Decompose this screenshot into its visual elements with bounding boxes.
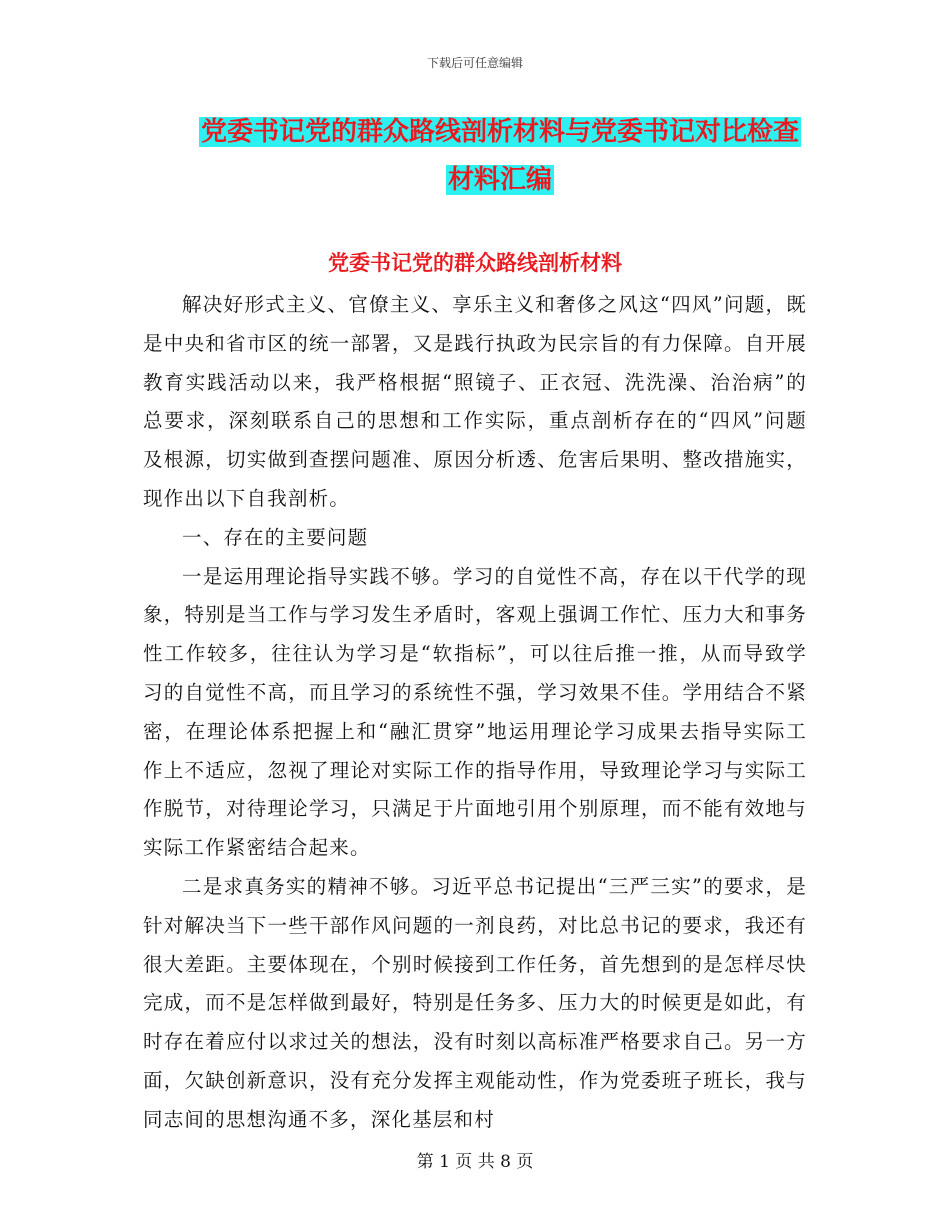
paragraph: 二是求真务实的精神不够。习近平总书记提出“三严三实”的要求，是针对解决当下一些干部作风问题的一剂良药，对比总书记的要求，我还有很大差距。主要体现在，个别时候接到工作任务，首先想到的是怎样尽快完成，而不是怎样做到最好，特别是任务多、压力大的时候更是如此，有时存在着应付以求过关的想法，没有时刻以高标准严格要求自己。另一方面，欠缺创新意识，没有充分发挥主观能动性，作为党委班子班长，我与同志间的思想沟通不多，深化基层和村 — [143, 874, 807, 1131]
section-subtitle: 党委书记党的群众路线剖析材料 — [328, 250, 622, 275]
paragraph: 一是运用理论指导实践不够。学习的自觉性不高，存在以干代学的现象，特别是当工作与学习发生矛盾时，客观上强调工作忙、压力大和事务性工作较多，往往认为学习是“软指标”，可以往后推一推，从而导致学习的自觉性不高，而且学习的系统性不强，学习效果不佳。学用结合不紧密，在理论体系把握上和“融汇贯穿”地运用理论学习成果去指导实际工作上不适应，忽视了理论对实际工作的指导作用，导致理论学习与实际工作脱节，对待理论学习，只满足于片面地引用个别原理，而不能有效地与实际工作紧密结合起来。 — [143, 564, 807, 860]
document-title-line-1: 党委书记党的群众路线剖析材料与党委书记对比检查 — [200, 117, 799, 147]
paragraph: 解决好形式主义、官僚主义、享乐主义和奢侈之风这“四风”问题，既是中央和省市区的统一部署，又是践行执政为民宗旨的有力保障。自开展教育实践活动以来，我严格根据“照镜子、正衣冠、洗洗澡、治治病”的总要求，深刻联系自己的思想和工作实际，重点剖析存在的“四风”问题及根源，切实做到查摆问题准、原因分析透、危害后果明、整改措施实，现作出以下自我剖析。 — [143, 293, 807, 510]
page-header-note: 下载后可任意编辑 — [426, 56, 523, 70]
page-number-footer: 第 1 页 共 8 页 — [416, 1152, 534, 1172]
document-title-line-2: 材料汇编 — [447, 165, 552, 195]
paragraph: 一、存在的主要问题 — [182, 525, 369, 549]
document-body — [143, 286, 807, 1140]
document-title — [120, 108, 880, 204]
